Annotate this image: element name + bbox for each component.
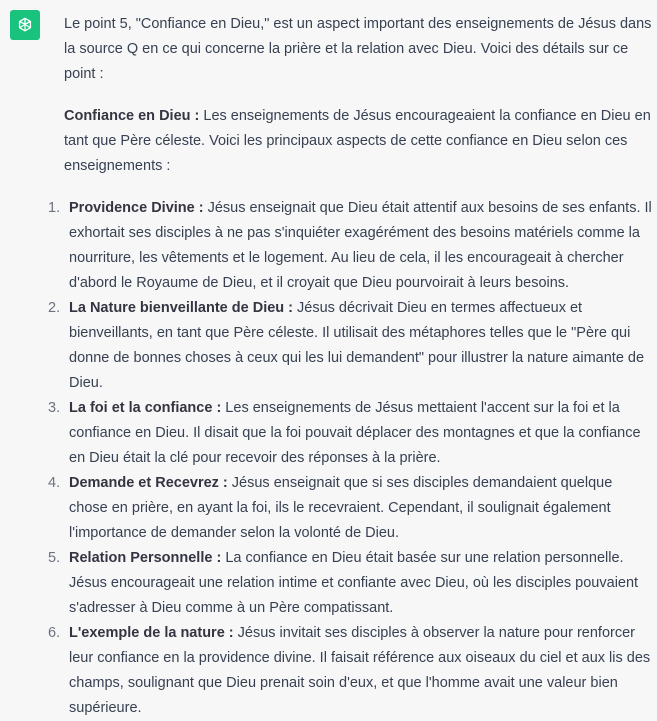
intro-paragraph: Le point 5, "Confiance en Dieu," est un aspect important des enseignements de Jésus dans la source Q en ce qui concerne la prière et la relation avec Dieu. Voici des détails sur ce point : — [64, 16, 652, 82]
assistant-avatar — [10, 10, 40, 40]
list-item — [48, 546, 654, 621]
list-item — [48, 196, 654, 296]
list-item-number: 1. — [48, 200, 61, 216]
list-item-title: Demande et Recevrez : — [69, 475, 228, 491]
list-item-text: Les enseignements de Jésus mettaient l'accent sur la foi et la confiance en Dieu. Il disait que la foi pouvait déplacer des montagnes et que la confiance en Dieu était la clé pour recevoir des réponses à la prière. — [69, 400, 641, 466]
list-item — [48, 471, 654, 546]
list-item-title: La Nature bienveillante de Dieu : — [69, 300, 293, 316]
list-item — [48, 296, 654, 396]
section-paragraph — [64, 104, 654, 179]
list-item-text: Jésus invitait ses disciples à observer la nature pour renforcer leur confiance en la providence divine. Il faisait référence aux oiseaux du ciel et aux lis des champs, soulignant que Dieu prenait soin d'eux, et que l'homme avait une valeur bien supérieure. — [69, 625, 651, 716]
openai-logo-icon — [15, 15, 35, 35]
teaching-list — [48, 196, 654, 721]
list-item-text: La confiance en Dieu était basée sur une relation personnelle. Jésus encourageait une relation intime et confiante avec Dieu, où les disciples pouvaient s'adresser à Dieu comme à un Père compatissant. — [69, 550, 639, 616]
list-item — [48, 396, 654, 471]
list-item-title: La foi et la confiance : — [69, 400, 222, 416]
list-item-text: Jésus enseignait que Dieu était attentif aux besoins de ses enfants. Il exhortait ses disciples à ne pas s'inquiéter exagérément des besoins matériels comme la nourriture, les vêtements et le logement. Au lieu de cela, il les encourageait à chercher d'abord le Royaume de Dieu, et il croyait que Dieu pourvoirait à leurs besoins. — [69, 200, 652, 291]
list-item-number: 5. — [48, 550, 61, 566]
section-text: Les enseignements de Jésus encourageaient la confiance en Dieu en tant que Père céleste. Voici les principaux aspects de cette confiance en Dieu selon ces enseignements : — [64, 108, 651, 174]
list-item-text: Jésus décrivait Dieu en termes affectueux et bienveillants, en tant que Père céleste. Il utilisait des métaphores telles que le "Père qui donne de bonnes choses à ceux qui les lui demandent" pour illustrer la nature aimante de Dieu. — [69, 300, 645, 391]
list-item-title: Providence Divine : — [69, 200, 204, 216]
list-item-title: Relation Personnelle : — [69, 550, 222, 566]
list-item-number: 3. — [48, 400, 61, 416]
section-title: Confiance en Dieu : — [64, 108, 200, 124]
message-content — [48, 12, 654, 721]
list-item-number: 4. — [48, 475, 61, 491]
list-item-text: Jésus enseignait que si ses disciples demandaient quelque chose en prière, en ayant la foi, ils le recevraient. Cependant, il soulignait également l'importance de demander selon la volonté de Dieu. — [69, 475, 613, 541]
list-item-number: 6. — [48, 625, 61, 641]
list-item — [48, 621, 654, 721]
list-item-title: L'exemple de la nature : — [69, 625, 234, 641]
list-item-number: 2. — [48, 300, 61, 316]
